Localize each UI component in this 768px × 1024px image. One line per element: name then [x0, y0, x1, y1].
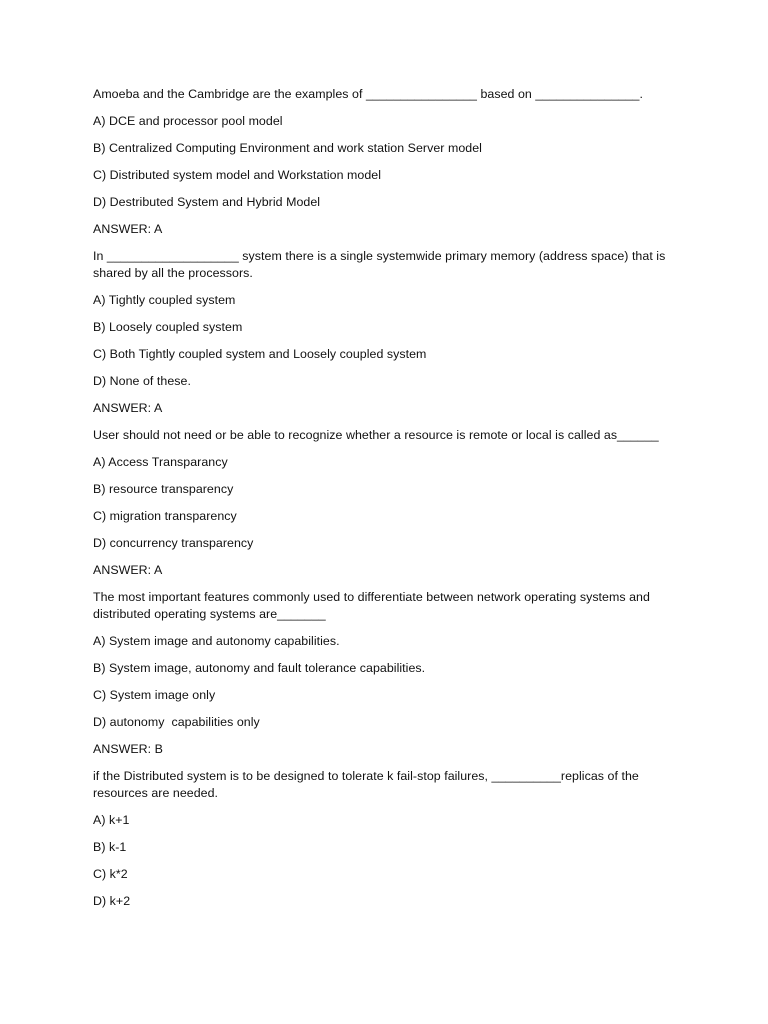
- option-b: B) Centralized Computing Environment and work station Server model: [93, 141, 482, 155]
- question-text: if the Distributed system is to be designed to tolerate k fail-stop failures, __________replicas of the resources are needed.: [93, 769, 643, 800]
- option-d: D) Destributed System and Hybrid Model: [93, 195, 321, 209]
- option-a: A) DCE and processor pool model: [93, 114, 283, 128]
- question-block: [93, 86, 693, 238]
- question-text: The most important features commonly used to differentiate between network operating systems and distributed operating systems are_______: [93, 590, 654, 621]
- option-a: A) Tightly coupled system: [93, 293, 236, 307]
- answer-line: ANSWER: A: [93, 222, 163, 236]
- option-c: C) Both Tightly coupled system and Loosely coupled system: [93, 347, 427, 361]
- question-block: [93, 427, 693, 579]
- option-d: D) None of these.: [93, 374, 191, 388]
- option-b: B) resource transparency: [93, 482, 234, 496]
- option-c: C) k*2: [93, 867, 128, 881]
- question-text: In ___________________ system there is a single systemwide primary memory (address space) that is shared by all the processors.: [93, 249, 669, 280]
- question-text: User should not need or be able to recognize whether a resource is remote or local is called as______: [93, 428, 659, 442]
- answer-line: ANSWER: A: [93, 563, 163, 577]
- answer-line: ANSWER: A: [93, 401, 163, 415]
- option-b: B) System image, autonomy and fault tolerance capabilities.: [93, 661, 426, 675]
- answer-line: ANSWER: B: [93, 742, 163, 756]
- option-d: D) k+2: [93, 894, 131, 908]
- option-d: D) autonomy capabilities only: [93, 715, 260, 729]
- option-d: D) concurrency transparency: [93, 536, 254, 550]
- question-text: Amoeba and the Cambridge are the examples of ________________ based on _______________.: [93, 87, 643, 101]
- document-page: [93, 86, 693, 920]
- option-a: A) Access Transparancy: [93, 455, 228, 469]
- question-block: [93, 589, 693, 758]
- option-c: C) migration transparency: [93, 509, 237, 523]
- option-a: A) System image and autonomy capabilities.: [93, 634, 340, 648]
- question-block: [93, 248, 693, 417]
- option-c: C) System image only: [93, 688, 216, 702]
- question-block: [93, 768, 693, 910]
- option-b: B) k-1: [93, 840, 127, 854]
- option-a: A) k+1: [93, 813, 130, 827]
- option-c: C) Distributed system model and Workstation model: [93, 168, 382, 182]
- option-b: B) Loosely coupled system: [93, 320, 243, 334]
